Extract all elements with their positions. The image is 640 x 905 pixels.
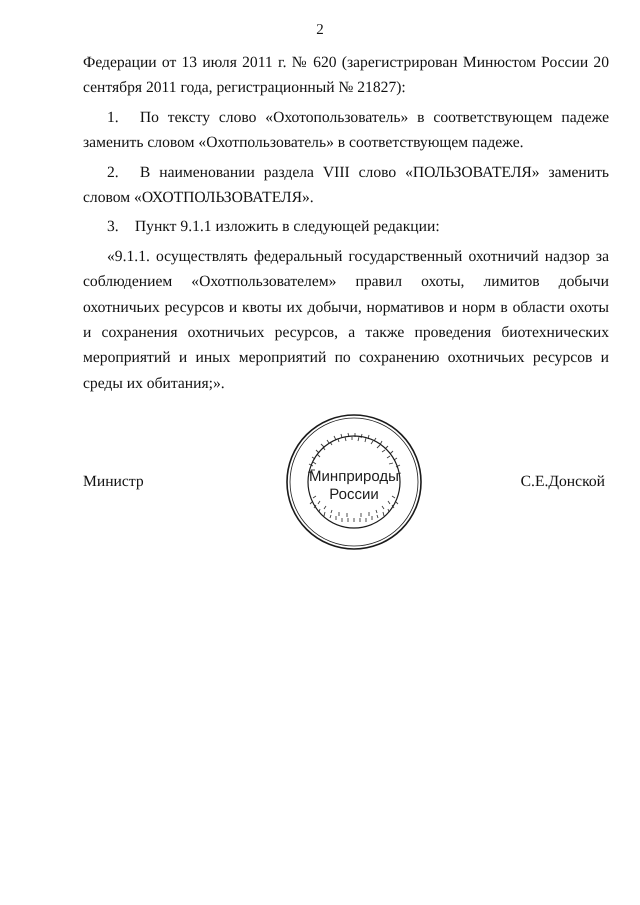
list-item-3 (83, 214, 609, 239)
document-body (83, 50, 609, 396)
quoted-clause: «9.1.1. осуществлять федеральный государственный охотничий надзор за соблюдением «Охотпользователем» правил охоты, лимитов добычи охотничьих ресурсов и квоты их добычи, нормативов и норм в области охоты и сохранения охотничьих ресурсов, а также проведения биотехнических мероприятий и иных мероприятий по сохранению охотничьих ресурсов и среды их обитания;». (83, 247, 609, 392)
signatory-name: С.Е.Донской (520, 473, 605, 490)
seal-line-2: России (329, 486, 379, 503)
page-number: 2 (316, 22, 324, 38)
seal-center-text (284, 468, 424, 504)
signatory-title: Министр (83, 473, 144, 490)
list-text-3: Пункт 9.1.1 изложить в следующей редакции: (134, 218, 440, 236)
official-seal (284, 412, 424, 552)
list-item-2 (83, 160, 609, 211)
seal-line-1: Минприроды (309, 468, 399, 485)
list-number-1: 1. (107, 108, 119, 126)
list-text-1: По тексту слово «Охотопользователь» в соответствующем падеже заменить словом «Охотпользователь» в соответствующем падеже. (83, 108, 609, 152)
list-item-1 (83, 105, 609, 156)
paragraph-continuation: Федерации от 13 июля 2011 г. № 620 (зарегистрирован Минюстом России 20 сентября 2011 года, регистрационный № 21827): (83, 54, 609, 97)
list-text-2: В наименовании раздела VIII слово «ПОЛЬЗОВАТЕЛЯ» заменить словом «ОХОТПОЛЬЗОВАТЕЛЯ». (83, 163, 609, 207)
list-number-3: 3. (107, 218, 119, 236)
list-number-2: 2. (107, 163, 119, 181)
